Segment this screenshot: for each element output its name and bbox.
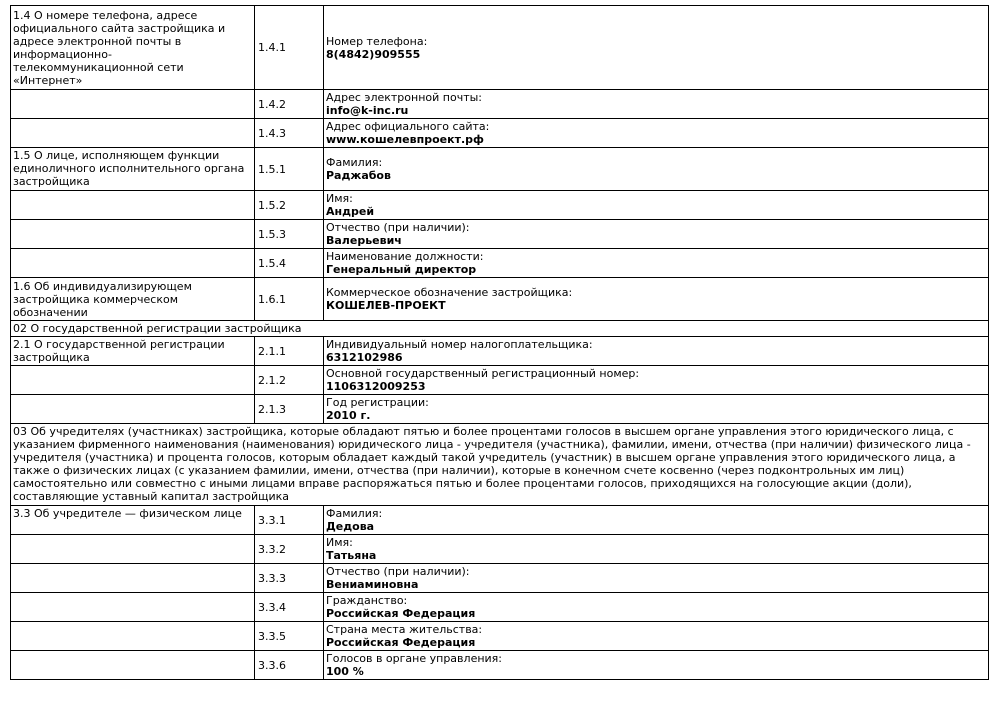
item-label: Отчество (при наличии): — [326, 565, 470, 578]
item-value: www.кошелевпроект.рф — [326, 133, 484, 146]
item-cell — [324, 564, 989, 593]
item-label: Адрес официального сайта: — [326, 120, 490, 133]
item-value: 8(4842)909555 — [326, 47, 421, 61]
section-header: 02 О государственной регистрации застройщика — [11, 321, 989, 337]
item-label: Индивидуальный номер налогоплательщика: — [326, 338, 593, 351]
item-cell — [324, 249, 989, 278]
item-number: 2.1.1 — [255, 337, 324, 366]
item-label: Наименование должности: — [326, 250, 484, 263]
item-cell — [324, 593, 989, 622]
item-cell — [324, 6, 989, 90]
section-title: 2.1 О государственной регистрации застройщика — [11, 337, 255, 366]
item-value: Валерьевич — [326, 234, 402, 247]
item-value: Раджабов — [326, 169, 391, 182]
section-title: 1.4 О номере телефона, адресе официального сайта застройщика и адресе электронной почты в информационно-телекоммуникационной сети «Интернет» — [11, 6, 255, 90]
table-row — [11, 90, 989, 119]
item-cell — [324, 220, 989, 249]
section-title — [11, 535, 255, 564]
item-label: Отчество (при наличии): — [326, 221, 470, 234]
item-label: Год регистрации: — [326, 396, 429, 409]
section-header: 03 Об учредителях (участниках) застройщика, которые обладают пятью и более процентами голосов в высшем органе управления этого юридического лица, с указанием фирменного наименования (наименования) юридического лица - учредителя (участника), фамилии, имени, отчества (при наличии) физического лица - учредителя (участника) и процента голосов, которым обладает каждый такой учредитель (участник) в высшем органе управления этого юридического лица, а также о физических лицах (с указанием фамилии, имени, отчества (при наличии), которые в конечном счете косвенно (через подконтрольных им лиц) самостоятельно или совместно с иными лицами вправе распоряжаться пятью и более процентами голосов, приходящихся на голосующие акции (доли), составляющие уставный капитал застройщика — [11, 424, 989, 506]
table-row — [11, 622, 989, 651]
table-row — [11, 651, 989, 680]
item-label: Страна места жительства: — [326, 623, 483, 636]
item-value: Татьяна — [326, 549, 377, 562]
table-row — [11, 278, 989, 321]
item-value: Дедова — [326, 520, 375, 533]
table-row — [11, 191, 989, 220]
item-number: 2.1.3 — [255, 395, 324, 424]
item-label: Номер телефона: — [326, 34, 428, 48]
item-label: Голосов в органе управления: — [326, 652, 502, 665]
table-row — [11, 506, 989, 535]
item-cell — [324, 337, 989, 366]
item-cell — [324, 506, 989, 535]
item-cell — [324, 119, 989, 148]
section-title — [11, 651, 255, 680]
section-title — [11, 220, 255, 249]
table-row — [11, 535, 989, 564]
item-number: 3.3.4 — [255, 593, 324, 622]
item-number: 1.4.3 — [255, 119, 324, 148]
item-label: Фамилия: — [326, 507, 383, 520]
item-value: Российская Федерация — [326, 607, 476, 620]
item-number: 1.5.4 — [255, 249, 324, 278]
item-number: 1.5.2 — [255, 191, 324, 220]
item-cell — [324, 651, 989, 680]
item-number: 3.3.1 — [255, 506, 324, 535]
item-number: 1.4.2 — [255, 90, 324, 119]
item-cell — [324, 535, 989, 564]
section-title — [11, 249, 255, 278]
disclosure-table-body — [11, 6, 989, 680]
item-value: Российская Федерация — [326, 636, 476, 649]
section-title — [11, 90, 255, 119]
item-label: Имя: — [326, 536, 353, 549]
item-number: 1.5.1 — [255, 148, 324, 191]
item-number: 1.4.1 — [255, 6, 324, 90]
item-number: 1.5.3 — [255, 220, 324, 249]
item-label: Адрес электронной почты: — [326, 91, 483, 104]
table-row — [11, 148, 989, 191]
table-row — [11, 366, 989, 395]
table-row — [11, 395, 989, 424]
section-header-row — [11, 424, 989, 506]
section-title: 1.5 О лице, исполняющем функции единоличного исполнительного органа застройщика — [11, 148, 255, 191]
item-cell — [324, 395, 989, 424]
item-number: 3.3.3 — [255, 564, 324, 593]
item-value: info@k-inc.ru — [326, 104, 409, 117]
item-number: 1.6.1 — [255, 278, 324, 321]
item-number: 3.3.5 — [255, 622, 324, 651]
item-value: 2010 г. — [326, 409, 371, 422]
section-title — [11, 395, 255, 424]
item-value: Вениаминовна — [326, 578, 419, 591]
table-row — [11, 6, 989, 90]
section-title: 1.6 Об индивидуализирующем застройщика коммерческом обозначении — [11, 278, 255, 321]
table-row — [11, 220, 989, 249]
section-header-row — [11, 321, 989, 337]
section-title: 3.3 Об учредителе — физическом лице — [11, 506, 255, 535]
item-number: 3.3.6 — [255, 651, 324, 680]
table-row — [11, 119, 989, 148]
item-cell — [324, 148, 989, 191]
section-title — [11, 366, 255, 395]
item-value: 1106312009253 — [326, 380, 426, 393]
item-value: 100 % — [326, 665, 364, 678]
section-title — [11, 564, 255, 593]
item-label: Основной государственный регистрационный номер: — [326, 367, 640, 380]
table-row — [11, 249, 989, 278]
item-cell — [324, 278, 989, 321]
section-title — [11, 622, 255, 651]
item-cell — [324, 90, 989, 119]
item-cell — [324, 622, 989, 651]
section-title — [11, 593, 255, 622]
table-row — [11, 337, 989, 366]
item-cell — [324, 366, 989, 395]
table-row — [11, 564, 989, 593]
item-number: 2.1.2 — [255, 366, 324, 395]
item-value: КОШЕЛЕВ-ПРОЕКТ — [326, 299, 446, 312]
item-label: Фамилия: — [326, 156, 383, 169]
section-title — [11, 191, 255, 220]
item-number: 3.3.2 — [255, 535, 324, 564]
item-label: Имя: — [326, 192, 353, 205]
item-cell — [324, 191, 989, 220]
table-row — [11, 593, 989, 622]
item-value: 6312102986 — [326, 351, 403, 364]
item-value: Генеральный директор — [326, 263, 477, 276]
section-title — [11, 119, 255, 148]
item-label: Коммерческое обозначение застройщика: — [326, 286, 573, 299]
disclosure-table — [10, 5, 989, 680]
item-value: Андрей — [326, 205, 375, 218]
item-label: Гражданство: — [326, 594, 408, 607]
